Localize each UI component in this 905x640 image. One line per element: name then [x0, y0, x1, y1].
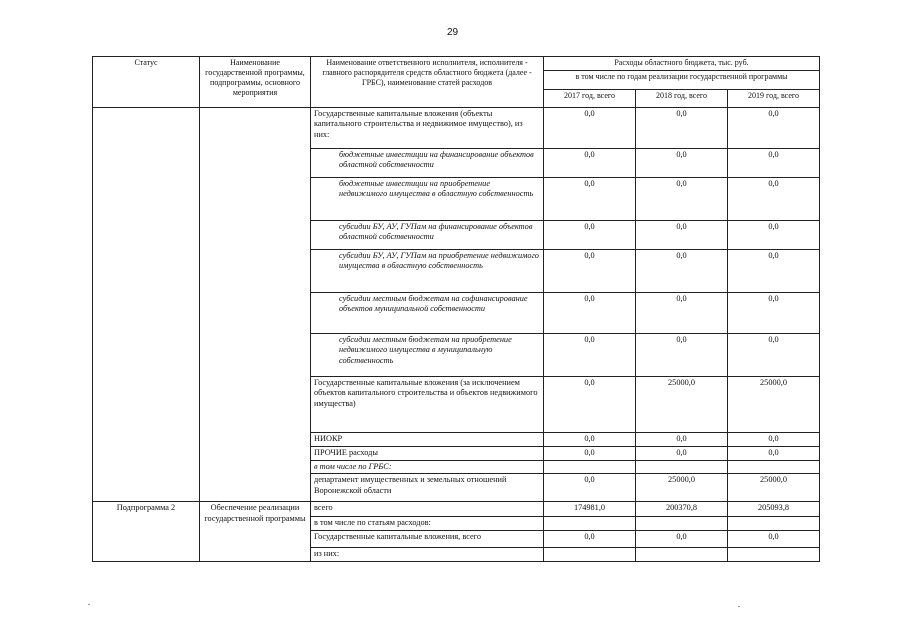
header-status: Статус	[93, 57, 200, 108]
row-label: бюджетные инвестиции на финансирование объектов областной собственности	[311, 149, 544, 178]
row-label: департамент имущественных и земельных отношений Воронежской области	[311, 474, 544, 502]
value-2017	[544, 548, 636, 561]
value-2017: 0,0	[544, 293, 636, 334]
value-2018: 0,0	[636, 531, 728, 548]
value-2019: 0,0	[728, 149, 820, 178]
value-2018: 200370,8	[636, 502, 728, 517]
header-by-years: в том числе по годам реализации государственной программы	[544, 71, 820, 89]
row-label: Государственные капитальные вложения (объекты капитального строительства и недвижимое имущество), из них:	[311, 108, 544, 149]
row-label: всего	[311, 502, 544, 517]
value-2018: 0,0	[636, 149, 728, 178]
value-2017: 0,0	[544, 377, 636, 433]
value-2017: 0,0	[544, 334, 636, 377]
value-2019: 25000,0	[728, 474, 820, 502]
row-label: в том числе по ГРБС:	[311, 461, 544, 474]
value-2019: 205093,8	[728, 502, 820, 517]
header-year-2018: 2018 год, всего	[636, 89, 728, 107]
value-2017: 0,0	[544, 108, 636, 149]
value-2018: 0,0	[636, 108, 728, 149]
row-label: Государственные капитальные вложения (за исключением объектов капитального строительства и объектов недвижимого имущества)	[311, 377, 544, 433]
value-2019: 0,0	[728, 433, 820, 447]
header-year-2019: 2019 год, всего	[728, 89, 820, 107]
value-2017	[544, 517, 636, 531]
table-row	[93, 108, 820, 149]
value-2019	[728, 548, 820, 561]
value-2017: 0,0	[544, 250, 636, 293]
value-2019: 0,0	[728, 531, 820, 548]
value-2017: 0,0	[544, 447, 636, 461]
row-label: ПРОЧИЕ расходы	[311, 447, 544, 461]
value-2018	[636, 548, 728, 561]
value-2019: 0,0	[728, 178, 820, 221]
value-2019: 0,0	[728, 250, 820, 293]
row-label: субсидии местным бюджетам на приобретение недвижимого имущества в муниципальную собственность	[311, 334, 544, 377]
row-label: субсидии местным бюджетам на софинансирование объектов муниципальной собственности	[311, 293, 544, 334]
status-cell-empty	[93, 108, 200, 502]
row-label: из них:	[311, 548, 544, 561]
subprogram-name: Обеспечение реализации государственной программы	[200, 502, 311, 561]
value-2019: 0,0	[728, 293, 820, 334]
subprogram-status: Подпрограмма 2	[93, 502, 200, 561]
value-2018	[636, 517, 728, 531]
value-2018: 0,0	[636, 178, 728, 221]
value-2017: 0,0	[544, 221, 636, 250]
value-2018: 25000,0	[636, 474, 728, 502]
value-2017: 0,0	[544, 433, 636, 447]
value-2017	[544, 461, 636, 474]
value-2019: 25000,0	[728, 377, 820, 433]
header-name: Наименование государственной программы, подпрограммы, основного мероприятия	[200, 57, 311, 108]
value-2018	[636, 461, 728, 474]
value-2017: 0,0	[544, 531, 636, 548]
row-label: Государственные капитальные вложения, всего	[311, 531, 544, 548]
row-label: субсидии БУ, АУ, ГУПам на финансирование объектов областной собственности	[311, 221, 544, 250]
value-2018: 0,0	[636, 250, 728, 293]
value-2018: 0,0	[636, 433, 728, 447]
value-2019: 0,0	[728, 108, 820, 149]
value-2019	[728, 517, 820, 531]
value-2019	[728, 461, 820, 474]
name-cell-empty	[200, 108, 311, 502]
header-expenses: Расходы областного бюджета, тыс. руб.	[544, 57, 820, 71]
value-2017: 0,0	[544, 474, 636, 502]
header-year-2017: 2017 год, всего	[544, 89, 636, 107]
value-2019: 0,0	[728, 447, 820, 461]
row-label: НИОКР	[311, 433, 544, 447]
scan-speck	[88, 604, 90, 605]
value-2018: 25000,0	[636, 377, 728, 433]
header-executor: Наименование ответственного исполнителя, исполнителя - главного распорядителя средств областного бюджета (далее - ГРБС), наименование статей расходов	[311, 57, 544, 108]
row-label: в том числе по статьям расходов:	[311, 517, 544, 531]
page-number: 29	[446, 27, 459, 38]
value-2017: 0,0	[544, 178, 636, 221]
row-label: субсидии БУ, АУ, ГУПам на приобретение недвижимого имущества в областную собственность	[311, 250, 544, 293]
value-2018: 0,0	[636, 221, 728, 250]
value-2017: 0,0	[544, 149, 636, 178]
value-2019: 0,0	[728, 221, 820, 250]
value-2018: 0,0	[636, 447, 728, 461]
budget-table	[92, 56, 820, 562]
row-label: бюджетные инвестиции на приобретение недвижимого имущества в областную собственность	[311, 178, 544, 221]
value-2017: 174981,0	[544, 502, 636, 517]
value-2018: 0,0	[636, 293, 728, 334]
value-2018: 0,0	[636, 334, 728, 377]
value-2019: 0,0	[728, 334, 820, 377]
scan-speck	[738, 606, 740, 607]
table-row	[93, 502, 820, 517]
